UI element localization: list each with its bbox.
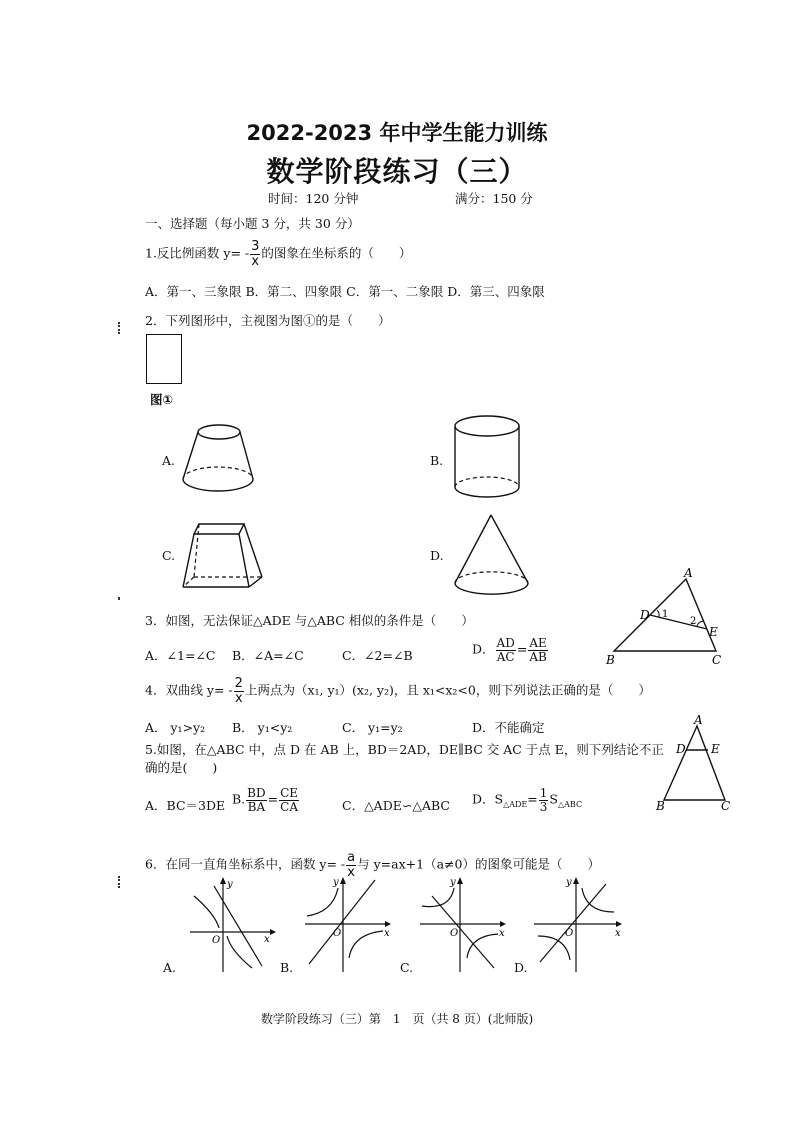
q5-b-num1: BD	[247, 786, 266, 800]
margin-mark	[118, 597, 122, 600]
q5-label-b: B	[656, 799, 665, 813]
question-1	[145, 240, 411, 268]
q1-fraction	[250, 240, 260, 268]
figure-1-rectangle	[146, 334, 182, 384]
figure-1-label: 图①	[150, 392, 174, 407]
q4-option-a: A． y₁>y₂	[145, 720, 206, 735]
q3-label-b: B	[606, 653, 615, 667]
q4-num: 2	[234, 676, 243, 691]
page-footer: 数学阶段练习（三）第 1 页（共 8 页）(北师版)	[260, 1012, 534, 1026]
paper-subtitle: 2022-2023 年中学生能力训练	[246, 121, 548, 145]
q6-b-axis-y: y	[333, 877, 339, 888]
q3-label-d: D	[640, 608, 650, 622]
q4-option-c: C． y₁=y₂	[342, 720, 403, 735]
prism-frustum-figure	[180, 517, 266, 593]
q5-d-s: S	[549, 791, 558, 807]
q5-option-a: A．BC＝3DE	[145, 798, 226, 813]
q6-a-axis-y: y	[227, 879, 233, 890]
q2-option-a: A.	[162, 453, 176, 468]
q6-den: x	[347, 864, 355, 880]
q3-d-fraction-2	[528, 637, 547, 663]
q5-option-b	[232, 787, 300, 813]
q5-b-den2: CA	[280, 799, 299, 814]
q3-d-prefix: D．	[472, 641, 495, 657]
q2-option-c: C.	[162, 548, 176, 563]
q6-option-b: B.	[280, 960, 294, 975]
q2-option-d: D.	[430, 548, 444, 563]
margin-mark	[118, 322, 122, 334]
q5-b-num2: CE	[280, 786, 299, 800]
q1-stem-pre: 1.反比例函数 y= -	[145, 245, 250, 261]
q1-num: 3	[251, 239, 260, 254]
q6-option-c: C.	[400, 960, 414, 975]
q6-c-origin: O	[450, 928, 459, 939]
cone-figure	[452, 512, 532, 598]
question-3: 3．如图，无法保证△ADE 与△ABC 相似的条件是（ ）	[145, 613, 474, 628]
q5-d-equals: =	[527, 791, 538, 807]
q3-d-fraction-1	[496, 637, 516, 663]
q5-b-den1: BA	[247, 799, 266, 814]
margin-mark	[118, 876, 122, 888]
q5-b-fraction-2	[279, 787, 299, 813]
q6-num: a	[347, 850, 356, 865]
q4-den: x	[234, 690, 243, 706]
q5-d-den: 3	[539, 799, 548, 814]
q5-label-c: C	[721, 799, 731, 813]
q6-graph-c	[420, 876, 506, 972]
q5-triangle-figure	[650, 712, 736, 812]
q6-graph-d	[534, 876, 624, 972]
q3-angle-2: 2	[690, 616, 697, 627]
q3-option-c: C．∠2=∠B	[342, 648, 413, 663]
q6-b-origin: O	[333, 928, 342, 939]
q6-stem-post: 与 y=ax+1（a≠0）的图象可能是（ ）	[357, 856, 600, 872]
q5-d-fraction	[539, 787, 549, 813]
exam-time: 时间：120 分钟	[268, 191, 359, 206]
question-5-line-1: 5.如图，在△ABC 中，点 D 在 AB 上，BD＝2AD，DE∥BC 交 AC 于点 E，则下列结论不正	[145, 742, 664, 757]
q6-stem-pre: 6．在同一直角坐标系中，函数 y= -	[145, 856, 346, 872]
q3-angle-1: 1	[662, 609, 669, 620]
q3-d-num2: AE	[529, 636, 547, 650]
q6-d-origin: O	[565, 928, 574, 939]
q5-label-d: D	[676, 742, 686, 756]
q5-b-fraction-1	[246, 787, 266, 813]
q3-label-a: A	[684, 566, 693, 580]
q3-option-d	[472, 637, 549, 663]
q6-b-axis-x: x	[384, 928, 390, 939]
q3-label-c: C	[712, 653, 722, 667]
q6-d-axis-x: x	[615, 928, 621, 939]
q3-d-equals: =	[516, 641, 528, 657]
q3-option-a: A．∠1=∠C	[145, 648, 216, 663]
q6-option-a: A.	[163, 960, 177, 975]
q1-den: x	[251, 253, 260, 269]
q1-options: A．第一、三象限 B．第二、四象限 C．第一、二象限 D．第三、四象限	[145, 284, 545, 299]
q6-c-axis-x: x	[499, 928, 505, 939]
question-2: 2．下列图形中，主视图为图①的是（ ）	[145, 313, 391, 328]
exam-score: 满分：150 分	[455, 191, 533, 206]
q6-a-origin: O	[212, 935, 221, 946]
q3-triangle-figure	[600, 565, 730, 670]
q5-d-sub2: △ABC	[557, 800, 583, 810]
q2-option-b: B.	[430, 453, 444, 468]
q6-c-axis-y: y	[450, 877, 456, 888]
q3-option-b: B．∠A=∠C	[232, 648, 304, 663]
q4-option-b: B． y₁<y₂	[232, 720, 293, 735]
q5-option-c: C．△ADE∽△ABC	[342, 798, 450, 813]
q5-b-equals: =	[267, 791, 279, 807]
q6-a-axis-x: x	[264, 934, 270, 945]
q5-label-a: A	[694, 713, 703, 727]
q6-option-d: D.	[514, 960, 528, 975]
q4-stem-pre: 4．双曲线 y= -	[145, 682, 233, 698]
q6-d-axis-y: y	[566, 877, 572, 888]
q5-option-d	[472, 787, 582, 813]
q5-label-e: E	[711, 742, 720, 756]
q3-d-num1: AD	[496, 636, 515, 650]
q4-option-d: D．不能确定	[472, 720, 545, 735]
q5-b-prefix: B.	[232, 791, 246, 807]
q4-fraction	[234, 677, 244, 705]
section-heading: 一、选择题（每小题 3 分，共 30 分）	[145, 216, 360, 231]
q4-stem-post: 上两点为（x₁, y₁）(x₂, y₂)，且 x₁<x₂<0，则下列说法正确的是（ ）	[244, 682, 651, 698]
question-4	[145, 677, 651, 705]
paper-title: 数学阶段练习（三）	[266, 155, 528, 188]
q6-graph-b	[305, 876, 391, 972]
q3-d-den1: AC	[496, 649, 515, 664]
q1-stem-post: 的图象在坐标系的（ ）	[261, 245, 412, 261]
frustum-figure	[180, 418, 260, 500]
question-5-line-2: 确的是( )	[145, 760, 218, 775]
q5-d-num: 1	[539, 786, 548, 800]
q5-d-prefix: D．S	[472, 791, 504, 807]
q3-d-den2: AB	[529, 649, 547, 664]
q3-label-e: E	[709, 625, 718, 639]
q5-d-sub1: △ADE	[503, 800, 528, 810]
q6-graph-a	[190, 876, 276, 972]
cylinder-figure	[452, 414, 524, 506]
